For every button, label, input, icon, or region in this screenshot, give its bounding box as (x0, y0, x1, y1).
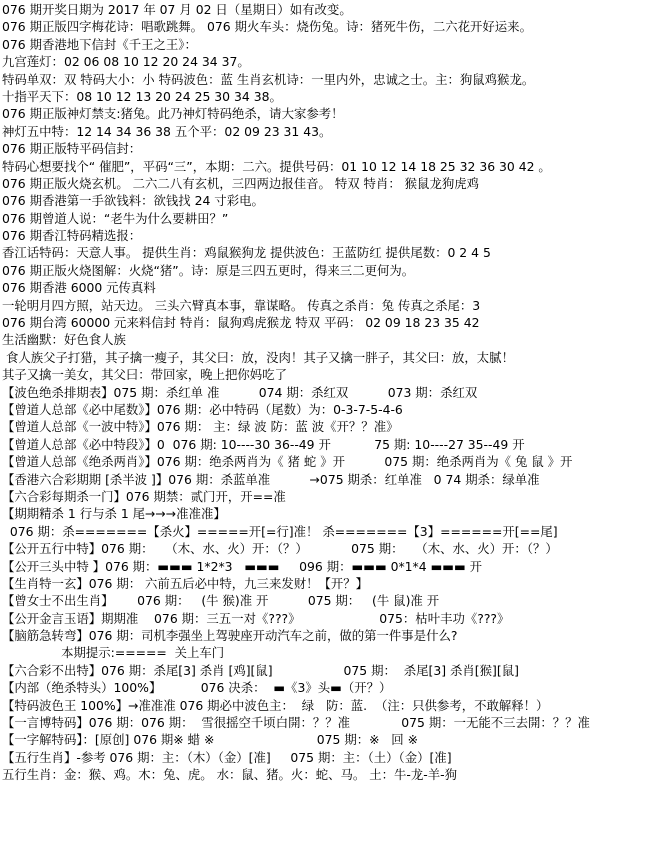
text-line: 九宫莲灯：02 06 08 10 12 20 24 34 37。 (2, 54, 250, 70)
text-line: 076 期正版火烧图解：火烧“猪”。诗：原是三四五更时，得来三二更何为。 (2, 262, 415, 278)
text-line: 一轮明月四方照，站天边。 三头六臂真本事，靠谋略。 传真之杀肖：兔 传真之杀尾：3 (2, 297, 481, 313)
text-line: 076 期正版神灯禁支:猪兔。此乃神灯特码绝杀，请大家参考！ (2, 106, 344, 122)
text-line: 食人族父子打猎，其子擒一瘦子，其父曰：放，没肉！其子又擒一胖子，其父曰：放，太腻！ (2, 349, 514, 365)
text-line: 【曾道人总部《一波中特》】076 期： 主：绿 波 防：蓝 波《开？？准》 (2, 419, 399, 435)
text-line: 【内部（绝杀特头）100%】 076 决杀： ▬《3》头▬（开？） (2, 680, 392, 696)
text-line: 十指平天下：08 10 12 13 20 24 25 30 34 38。 (2, 88, 282, 104)
text-line: 076 期开奖日期为 2017 年 07 月 02 日（星期日）如有改变。 (2, 2, 352, 17)
text-line: 【曾女士不出生肖】 076 期： (牛 猴)准 开 075 期： (牛 鼠)准 开 (2, 593, 440, 609)
text-line: 076 期香港第一手欲钱料：欲钱找 24 寸彩电。 (2, 193, 264, 209)
text-line: 076 期正版四字梅花诗：唱歌跳舞。 076 期火车头：烧伤兔。诗：猪死牛伤，二六花开好运来。 (2, 19, 532, 35)
text-line: 【公开金言玉语】期期准 076 期：三五一对《???》 075：枯叶丰功《???》 (2, 610, 510, 626)
text-line: 生活幽默：好色食人族 (2, 332, 126, 348)
text-line: 【公开三头中特 】076 期：▬▬▬ 1*2*3 ▬▬▬ 096 期：▬▬▬ 0*1*4 ▬▬▬ 开 (2, 558, 483, 574)
text-line: 其子又擒一美女，其父曰：带回家，晚上把你妈吃了 (2, 367, 287, 383)
text-line: 076 期曾道人说：“老牛为什么要耕田？” (2, 210, 229, 226)
text-line: 【公开五行中特】076 期： （木、水、火）开：（？） 075 期： （木、水、火）开：（？） (2, 541, 558, 557)
text-line: 【五行生肖】-参考 076 期：主：（木）（金）[准] 075 期：主：（土）（金）[准] (2, 749, 452, 765)
text-line: 特码单双：双 特码大小：小 特码波色：蓝 生肖玄机诗：一里内外，忠诚之士。主：狗鼠鸡猴龙。 (2, 71, 535, 87)
text-line: 【脑筋急转弯】076 期：司机李强坐上驾驶座开动汽车之前，做的第一件事是什么? (2, 628, 458, 644)
text-line: 076 期台湾 60000 元来料信封 特肖：鼠狗鸡虎猴龙 特双 平码： 02 09 18 23 35 42 (2, 315, 480, 331)
text-line: 076 期香港 6000 元传真料 (2, 280, 156, 296)
text-line: 076 期香江特码精选报： (2, 228, 142, 244)
text-line: 本期提示:===== 关上车门 (2, 645, 225, 661)
text-line: 076 期香港地下信封《千王之王》： (2, 36, 197, 52)
text-line: 076 期正版火烧玄机。 二六二八有玄机，三四两边报佳音。 特双 特肖： 猴鼠龙狗虎鸡 (2, 175, 480, 191)
text-line: 五行生肖：金：猴、鸡。木：兔、虎。 水：鼠、猪。火：蛇、马。 土：牛-龙-羊-狗 (2, 767, 457, 783)
text-line: 【曾道人总部《绝杀两肖》】076 期：绝杀两肖为《 猪 蛇 》开 075 期：绝杀两肖为《 兔 鼠 》开 (2, 454, 573, 470)
text-line: 【期期精杀 1 行与杀 1 尾→→→准准准】 (2, 506, 226, 522)
text-line: 【一字解特码】：[原创] 076 期※ 蜡 ※ 075 期：※ 回 ※ (2, 732, 419, 748)
text-line: 【一言博特码】076 期：076 期： 雪很摇空千顷白開：？？准 075 期：一无能不三去開：？？准 (2, 715, 590, 731)
text-line: 特码心想要找个“ 催肥”，平码“三”，本期：二六。提供号码：01 10 12 14 18 25 32 36 30 42 。 (2, 158, 551, 174)
text-line: 【曾道人总部《必中尾数》】076 期：必中特码（尾数）为：0-3-7-5-4-6 (2, 401, 403, 417)
text-line: 神灯五中特：12 14 34 36 38 五个平：02 09 23 31 43。 (2, 123, 332, 139)
text-line: 【六合彩不出特】076 期：杀尾[3] 杀肖 [鸡][鼠] 075 期： 杀尾[3] 杀肖[猴][鼠] (2, 662, 519, 678)
text-line: 076 期正版特平码信封： (2, 141, 142, 157)
text-line: 【生肖特一玄】076 期： 六前五后必中特，九三来发财！【开？】 (2, 575, 369, 591)
text-line: 【特码波色王 100%】→准准准 076 期必中波色主： 绿 防：蓝. （注：只供参考，不敢解释！） (2, 697, 549, 713)
text-line: 【香港六合彩期期 [杀半波 ]】076 期：杀蓝单准 →075 期杀：红单准 0 74 期杀：绿单准 (2, 471, 540, 487)
text-line: 076 期：杀=======【杀火】=====开[=行]准！ 杀=======【3】======开[==尾] (2, 523, 558, 539)
text-line: 【波色绝杀排期表】075 期：杀红单 准 074 期：杀红双 073 期：杀红双 (2, 384, 478, 400)
text-line: 【六合彩每期杀一门】076 期禁：贰门开，开==准 (2, 488, 286, 504)
text-line: 香江话特码：天意人事。 提供生肖：鸡鼠猴狗龙 提供波色：王蓝防红 提供尾数：0 2 4 5 (2, 245, 491, 261)
text-line: 【曾道人总部《必中特段》】0 076 期: 10----30 36--49 开 75 期: 10----27 35--49 开 (2, 436, 525, 452)
